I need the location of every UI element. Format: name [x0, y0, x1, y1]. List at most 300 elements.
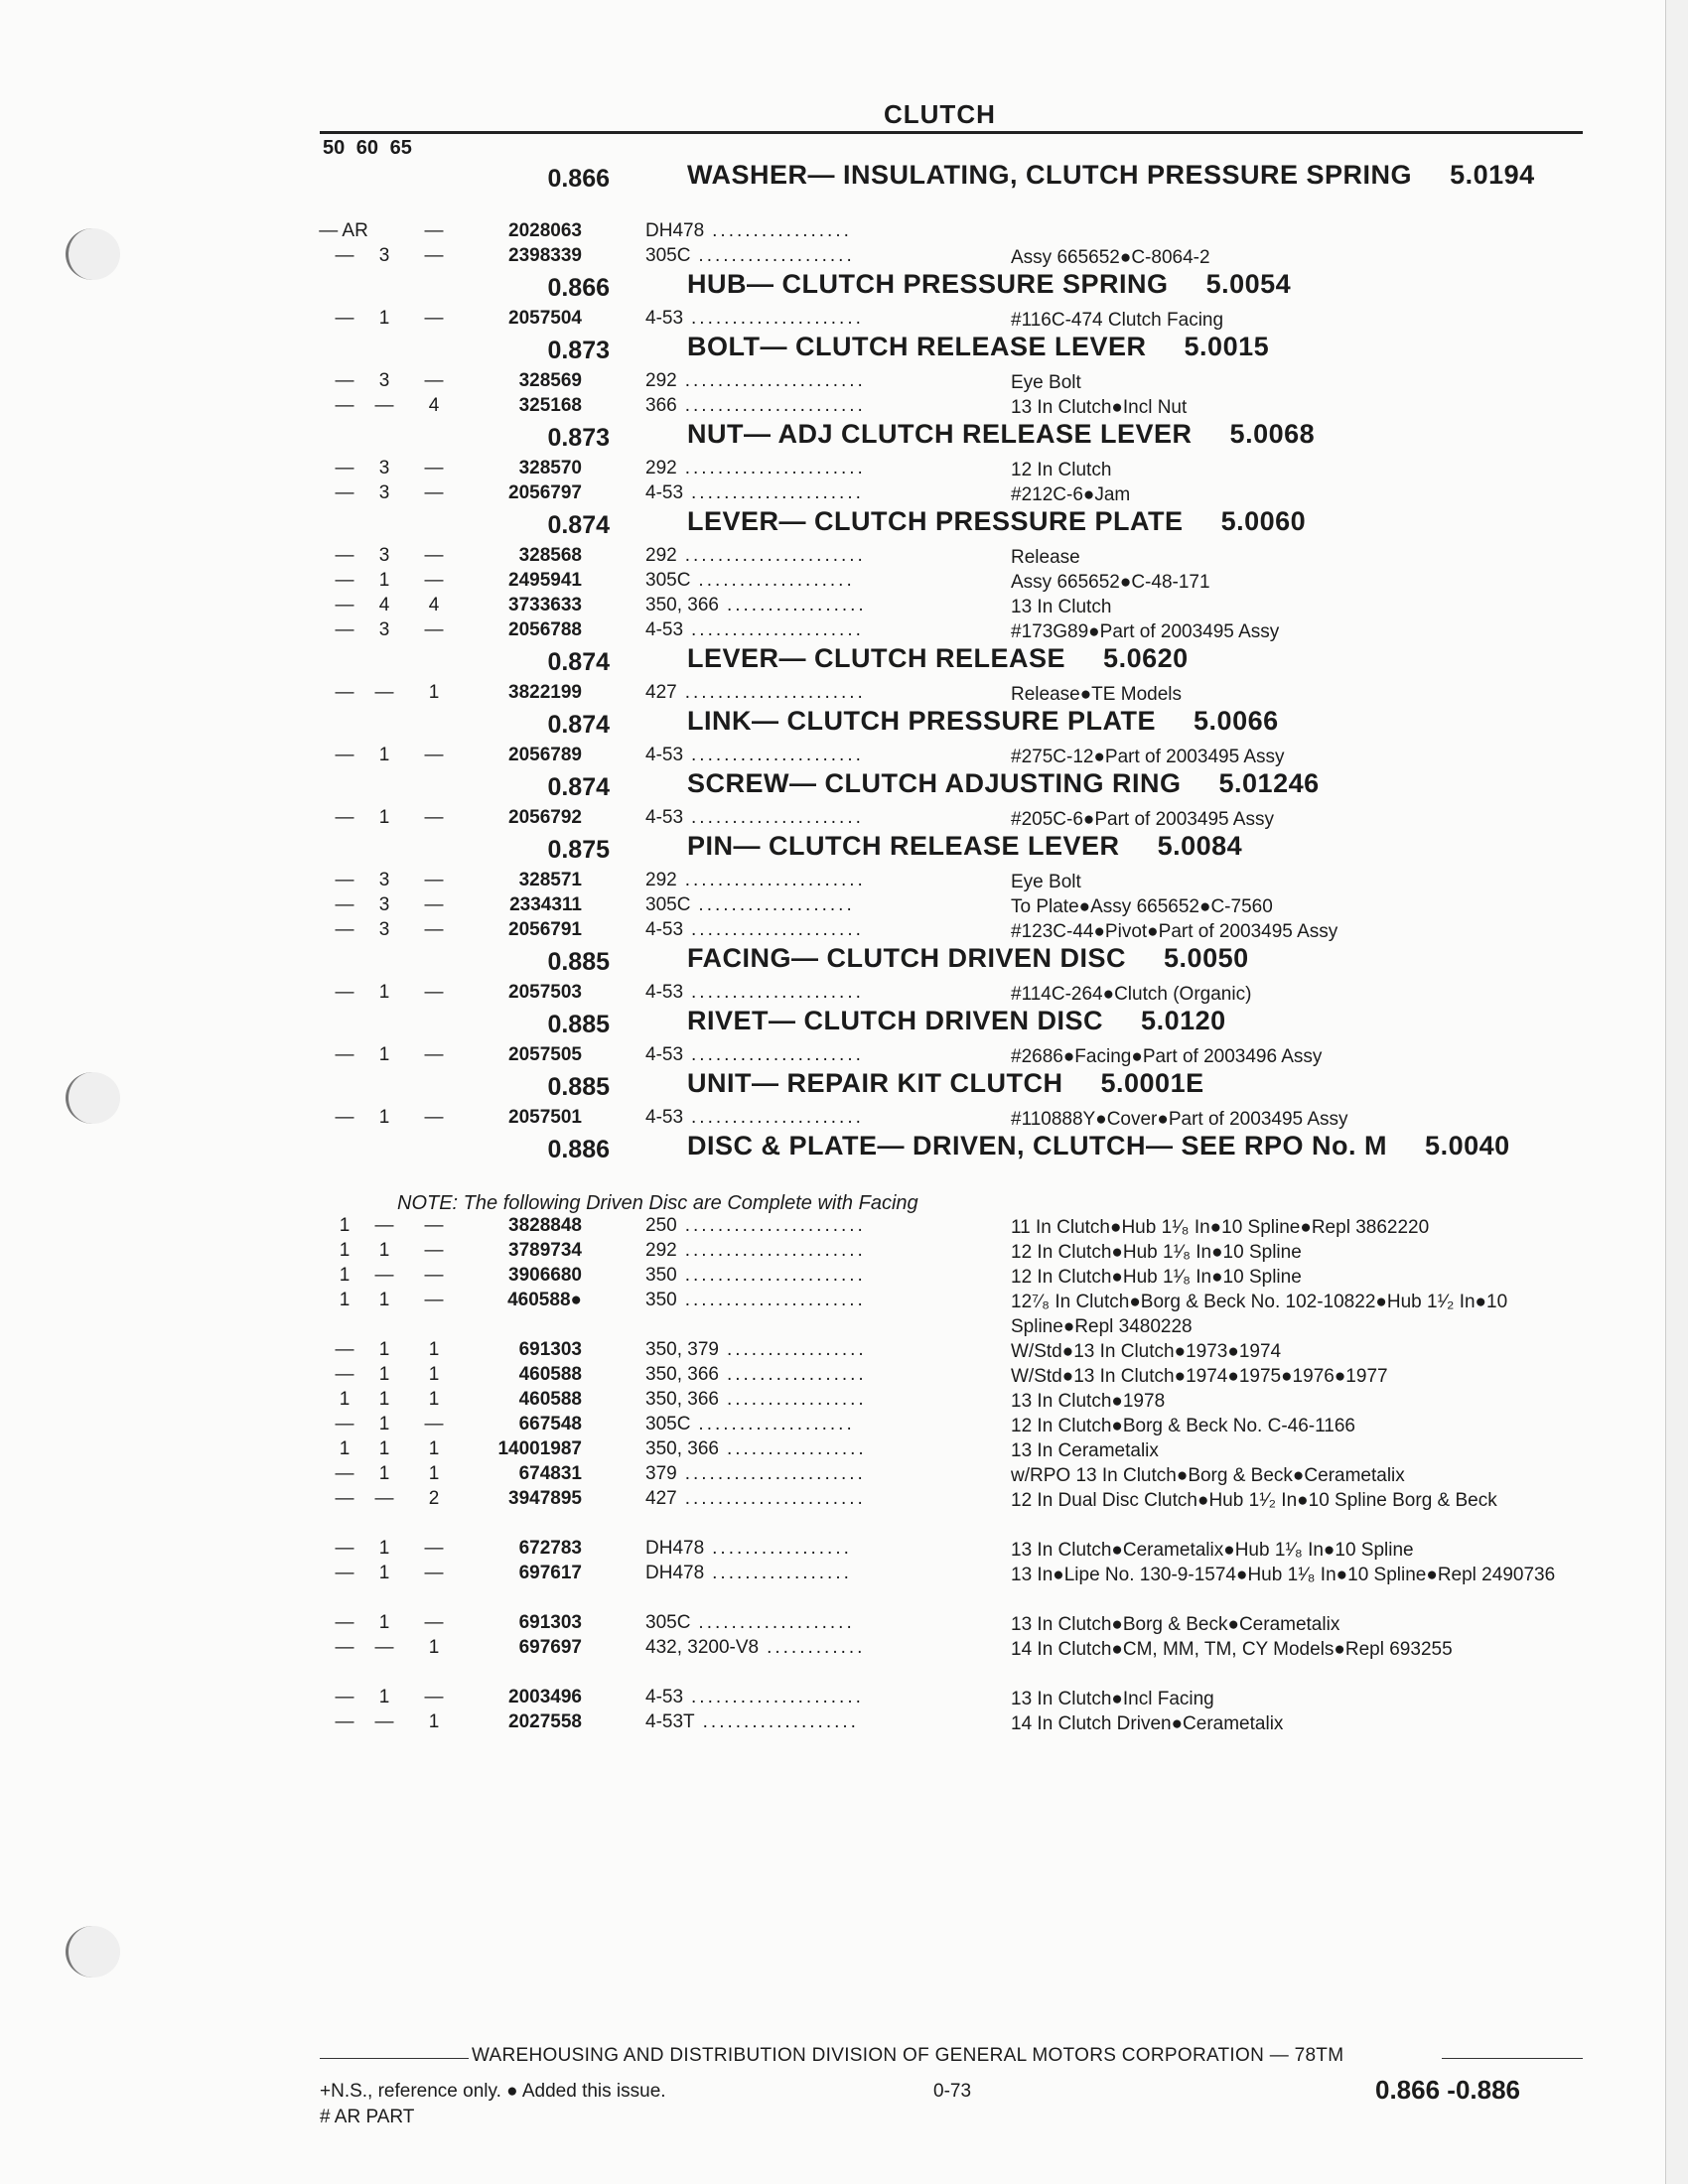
model-cell [645, 1711, 1009, 1733]
model: 305C [645, 245, 691, 266]
part-number: 3733633 [508, 595, 582, 615]
model-cell [645, 919, 1009, 941]
description: To Plate●Assy 665652●C-7560 [1011, 896, 1273, 917]
section-heading [0, 707, 1688, 745]
model: 4-53 [645, 308, 684, 329]
section-name [687, 706, 1561, 736]
part-row [0, 1438, 1688, 1463]
qty-50: — [335, 1364, 354, 1385]
part-number: 697697 [518, 1637, 582, 1658]
qty-50: — [335, 1414, 354, 1434]
part-row [0, 745, 1688, 769]
qty-60: — [374, 1711, 394, 1732]
qty-50: — [335, 370, 354, 391]
part-row [0, 245, 1688, 270]
model-cell [645, 682, 1009, 704]
leader-dots: ...................... [684, 370, 866, 391]
model: 350, 366 [645, 1364, 719, 1385]
section-title: BOLT— CLUTCH RELEASE LEVER [687, 332, 1147, 361]
qty-65: 4 [428, 595, 440, 615]
model: 292 [645, 1240, 677, 1261]
leader-dots: ................. [726, 1438, 867, 1459]
part-number: 667548 [518, 1414, 582, 1434]
qty-50: — [335, 1339, 354, 1360]
qty-60: 1 [378, 1463, 390, 1484]
model-cell [645, 745, 1009, 766]
model-cell [645, 870, 1009, 891]
qty-65: — [424, 807, 444, 828]
model-cell [645, 220, 1009, 242]
qty-60: 1 [378, 1044, 390, 1065]
part-number: 2003496 [508, 1687, 582, 1707]
leader-dots: ................... [698, 245, 855, 266]
model-cell [645, 308, 1009, 330]
qty-60: — [374, 1215, 394, 1236]
part-row [0, 1265, 1688, 1290]
qty-65: — [424, 870, 444, 890]
model: 350, 366 [645, 1389, 719, 1410]
section-note: NOTE: The following Driven Disc are Complete with Facing [397, 1192, 918, 1214]
section-code: 5.0050 [1164, 943, 1249, 973]
footer-rule-left [320, 2058, 469, 2059]
footer-page-number: 0-73 [933, 2081, 972, 2102]
qty-50: 1 [339, 1215, 351, 1236]
section-code: 5.0015 [1184, 332, 1270, 361]
description: 11 In Clutch●Hub 1¹⁄₈ In●10 Spline●Repl 3862220 [1011, 1217, 1430, 1238]
part-number: 2056789 [508, 745, 582, 765]
part-row [0, 545, 1688, 570]
description: w/RPO 13 In Clutch●Borg & Beck●Cerametalix [1011, 1465, 1405, 1486]
qty-65: — [424, 1215, 444, 1236]
leader-dots: ...................... [684, 1265, 866, 1286]
description: Assy 665652●C-8064-2 [1011, 247, 1210, 268]
section-heading [0, 1132, 1688, 1191]
section-code: 5.0040 [1425, 1131, 1510, 1160]
part-row [0, 1215, 1688, 1240]
qty-50: — [335, 807, 354, 828]
qty-60: 1 [378, 1240, 390, 1261]
section-name [687, 768, 1561, 798]
qty-65: — [424, 308, 444, 329]
part-row [0, 870, 1688, 894]
part-row [0, 1389, 1688, 1414]
description: #2686●Facing●Part of 2003496 Assy [1011, 1046, 1323, 1067]
section-name [687, 1131, 1561, 1160]
section-heading [0, 832, 1688, 870]
footer-ar-note: # AR PART [320, 2107, 415, 2127]
qty-60: 3 [378, 482, 390, 503]
leader-dots: ...................... [684, 1240, 866, 1261]
qty-60: — [374, 1637, 394, 1658]
part-row [0, 1637, 1688, 1687]
model-cell [645, 370, 1009, 392]
description: Eye Bolt [1011, 372, 1081, 393]
model-cell [645, 570, 1009, 592]
model-cell [645, 1637, 1009, 1659]
qty-50: — [335, 1488, 354, 1509]
model: 292 [645, 870, 677, 890]
group-number: 0.886 [547, 1136, 610, 1163]
qty-65: — [424, 1107, 444, 1128]
qty-60: 1 [378, 745, 390, 765]
model: 4-53 [645, 1687, 684, 1707]
section-title: WASHER— INSULATING, CLUTCH PRESSURE SPRING [687, 160, 1413, 190]
description: #110888Y●Cover●Part of 2003495 Assy [1011, 1109, 1348, 1130]
qty-60: 3 [378, 545, 390, 566]
model-cell [645, 1389, 1009, 1411]
qty-65: — [424, 458, 444, 478]
model-cell [645, 1290, 1009, 1311]
part-number: 3828848 [508, 1215, 582, 1236]
description: 14 In Clutch●CM, MM, TM, CY Models●Repl 693255 [1011, 1639, 1453, 1660]
leader-dots: ...................... [684, 1463, 866, 1484]
section-title: LINK— CLUTCH PRESSURE PLATE [687, 706, 1157, 736]
section-title: UNIT— REPAIR KIT CLUTCH [687, 1068, 1063, 1098]
part-row [0, 1364, 1688, 1389]
description: #275C-12●Part of 2003495 Assy [1011, 747, 1285, 767]
model-cell [645, 1438, 1009, 1460]
model: 379 [645, 1463, 677, 1484]
model-cell [645, 1265, 1009, 1287]
section-title: HUB— CLUTCH PRESSURE SPRING [687, 269, 1169, 299]
section-heading [0, 769, 1688, 807]
part-row [0, 1488, 1688, 1538]
group-number: 0.885 [547, 948, 610, 976]
model: 4-53 [645, 745, 684, 765]
qty-65: — [424, 1414, 444, 1434]
leader-dots: ............ [767, 1637, 866, 1658]
part-number: 328569 [518, 370, 582, 391]
part-number: 2056797 [508, 482, 582, 503]
model: 305C [645, 1612, 691, 1633]
part-row [0, 1414, 1688, 1438]
qty-60: 3 [378, 370, 390, 391]
section-name [687, 506, 1561, 536]
qty-65: — [424, 482, 444, 503]
part-number: 691303 [518, 1612, 582, 1633]
leader-dots: ...................... [684, 1215, 866, 1236]
section-heading [0, 644, 1688, 682]
qty-60: 1 [378, 807, 390, 828]
model: 4-53 [645, 619, 684, 640]
qty-50: — [335, 308, 354, 329]
section-code: 5.01246 [1218, 768, 1320, 798]
leader-dots: ................. [712, 1563, 852, 1583]
leader-dots: ...................... [684, 1290, 866, 1310]
section-heading [0, 1007, 1688, 1044]
model-cell [645, 1044, 1009, 1066]
part-row [0, 1240, 1688, 1265]
part-row [0, 1687, 1688, 1711]
page-title: CLUTCH [884, 99, 996, 129]
model-cell [645, 619, 1009, 641]
qty-50: 1 [339, 1240, 351, 1261]
model: 4-53 [645, 919, 684, 940]
part-row [0, 482, 1688, 507]
model-cell [645, 1364, 1009, 1386]
leader-dots: ..................... [691, 919, 864, 940]
description: Assy 665652●C-48-171 [1011, 572, 1210, 593]
part-number: 2027558 [508, 1711, 582, 1732]
description: 12 In Dual Disc Clutch●Hub 1¹⁄₂ In●10 Spline Borg & Beck [1011, 1490, 1497, 1511]
section-code: 5.0084 [1157, 831, 1243, 861]
model: 350 [645, 1265, 677, 1286]
footer-division: WAREHOUSING AND DISTRIBUTION DIVISION OF GENERAL MOTORS CORPORATION — 78TM [472, 2045, 1344, 2066]
model-cell [645, 1240, 1009, 1262]
description: 12⁷⁄₈ In Clutch●Borg & Beck No. 102-10822●Hub 1¹⁄₂ In●10 Spline●Repl 3480228 [1011, 1292, 1508, 1337]
section-code: 5.0066 [1194, 706, 1279, 736]
qty-65: — [424, 545, 444, 566]
leader-dots: ................. [712, 1538, 852, 1559]
section-heading [0, 161, 1688, 220]
section-code: 5.0001E [1100, 1068, 1204, 1098]
leader-dots: ...................... [684, 870, 866, 890]
description: Eye Bolt [1011, 872, 1081, 892]
section-title: RIVET— CLUTCH DRIVEN DISC [687, 1006, 1104, 1035]
section-name [687, 1006, 1561, 1035]
leader-dots: ................... [698, 570, 855, 591]
description: 13 In Cerametalix [1011, 1440, 1159, 1461]
qty-65: 2 [428, 1488, 440, 1509]
model-cell [645, 1339, 1009, 1361]
model: DH478 [645, 220, 705, 241]
section-heading [0, 420, 1688, 458]
leader-dots: ..................... [691, 807, 864, 828]
description: #173G89●Part of 2003495 Assy [1011, 621, 1280, 642]
qty-65: — [424, 245, 444, 266]
qty-60: — [374, 395, 394, 416]
leader-dots: ...................... [684, 395, 866, 416]
model-cell [645, 1414, 1009, 1435]
qty-65: — [424, 982, 444, 1003]
description: Release [1011, 547, 1080, 568]
part-number: 2057503 [508, 982, 582, 1003]
part-row [0, 1107, 1688, 1132]
section-name [687, 160, 1561, 190]
description: #205C-6●Part of 2003495 Assy [1011, 809, 1274, 830]
section-code: 5.0194 [1450, 160, 1535, 190]
qty-50: — [335, 682, 354, 703]
qty-65: — [424, 919, 444, 940]
model-cell [645, 1107, 1009, 1129]
qty-65: — [424, 1265, 444, 1286]
qty-50: — [335, 982, 354, 1003]
model-cell [645, 482, 1009, 504]
section-heading [0, 944, 1688, 982]
description: 13 In Clutch●Incl Facing [1011, 1689, 1214, 1709]
part-row [0, 308, 1688, 333]
part-row [0, 682, 1688, 707]
model-cell [645, 1215, 1009, 1237]
part-number: 460588 [518, 1364, 582, 1385]
qty-50: — [335, 870, 354, 890]
model: 250 [645, 1215, 677, 1236]
leader-dots: ..................... [691, 1107, 864, 1128]
part-number: 14001987 [497, 1438, 582, 1459]
description: 13 In●Lipe No. 130-9-1574●Hub 1¹⁄₈ In●10 Spline●Repl 2490736 [1011, 1565, 1556, 1585]
model-cell [645, 1463, 1009, 1485]
model: 292 [645, 370, 677, 391]
qty-65: — [424, 220, 444, 241]
part-number: 3789734 [508, 1240, 582, 1261]
part-number: 2056792 [508, 807, 582, 828]
leader-dots: ................. [712, 220, 852, 241]
part-row [0, 894, 1688, 919]
model: 292 [645, 458, 677, 478]
leader-dots: ..................... [691, 619, 864, 640]
group-number: 0.874 [547, 648, 610, 676]
description: 12 In Clutch [1011, 460, 1112, 480]
model: 350 [645, 1290, 677, 1310]
qty-65: — [424, 1290, 444, 1310]
column-headers: 50 60 65 [323, 137, 412, 159]
section-code: 5.0120 [1141, 1006, 1226, 1035]
part-number: 2028063 [508, 220, 582, 241]
leader-dots: ..................... [691, 482, 864, 503]
qty-60: 3 [378, 894, 390, 915]
description: W/Std●13 In Clutch●1974●1975●1976●1977 [1011, 1366, 1388, 1387]
part-row [0, 619, 1688, 644]
model-cell [645, 458, 1009, 479]
footer-rule-right [1442, 2058, 1583, 2059]
qty-60: 3 [378, 458, 390, 478]
leader-dots: ...................... [684, 682, 866, 703]
leader-dots: ................... [698, 1612, 855, 1633]
description: 13 In Clutch [1011, 597, 1112, 617]
qty-65: 1 [428, 1438, 440, 1459]
model: 292 [645, 545, 677, 566]
section-title: SCREW— CLUTCH ADJUSTING RING [687, 768, 1182, 798]
footer-range: 0.866 -0.886 [1375, 2075, 1521, 2105]
qty-60: — [374, 1488, 394, 1509]
part-row [0, 1339, 1688, 1364]
qty-50: — [335, 545, 354, 566]
description: 12 In Clutch●Hub 1¹⁄₈ In●10 Spline [1011, 1242, 1302, 1263]
model: 4-53 [645, 807, 684, 828]
group-number: 0.874 [547, 711, 610, 739]
qty-60: 1 [378, 1364, 390, 1385]
part-row [0, 220, 1688, 245]
model-cell [645, 1538, 1009, 1560]
qty-65: — [424, 1538, 444, 1559]
leader-dots: ...................... [684, 1488, 866, 1509]
part-row [0, 807, 1688, 832]
part-number: 697617 [518, 1563, 582, 1583]
leader-dots: ..................... [691, 745, 864, 765]
leader-dots: ................... [698, 1414, 855, 1434]
group-number: 0.885 [547, 1011, 610, 1038]
qty-65: — [424, 1044, 444, 1065]
qty-50: — [335, 1687, 354, 1707]
header-rule [320, 131, 1583, 134]
description: #212C-6●Jam [1011, 484, 1131, 505]
group-number: 0.866 [547, 165, 610, 193]
qty-50: — [335, 1637, 354, 1658]
leader-dots: ...................... [684, 458, 866, 478]
group-number: 0.874 [547, 773, 610, 801]
part-number: 325168 [518, 395, 582, 416]
footer-legend: +N.S., reference only. ● Added this issue. [320, 2081, 666, 2102]
part-number: 2057504 [508, 308, 582, 329]
section-title: FACING— CLUTCH DRIVEN DISC [687, 943, 1127, 973]
qty-65: — [424, 1687, 444, 1707]
qty-65: 1 [428, 682, 440, 703]
qty-50: — [335, 458, 354, 478]
model: DH478 [645, 1538, 705, 1559]
model: 305C [645, 1414, 691, 1434]
section-name [687, 269, 1561, 299]
qty-60: 3 [378, 870, 390, 890]
section-code: 5.0060 [1220, 506, 1307, 536]
description: 13 In Clutch●Cerametalix●Hub 1¹⁄₈ In●10 Spline [1011, 1540, 1414, 1561]
qty-50: — [335, 595, 354, 615]
leader-dots: ................. [726, 1339, 867, 1360]
qty-65: 1 [428, 1463, 440, 1484]
description: #116C-474 Clutch Facing [1011, 310, 1224, 331]
part-row [0, 1612, 1688, 1637]
section-name [687, 643, 1561, 673]
description: 12 In Clutch●Borg & Beck No. C-46-1166 [1011, 1416, 1355, 1436]
section-title: LEVER— CLUTCH RELEASE [687, 643, 1066, 673]
qty-50: — AR [319, 220, 368, 241]
qty-50: — [335, 1563, 354, 1583]
leader-dots: ..................... [691, 308, 864, 329]
part-number: 674831 [518, 1463, 582, 1484]
part-row [0, 595, 1688, 619]
model-cell [645, 1612, 1009, 1634]
part-number: 691303 [518, 1339, 582, 1360]
group-number: 0.885 [547, 1073, 610, 1101]
section-heading [0, 507, 1688, 545]
model: 350, 366 [645, 595, 719, 615]
part-number: 672783 [518, 1538, 582, 1559]
description: 13 In Clutch●Borg & Beck●Cerametalix [1011, 1614, 1340, 1635]
model-cell [645, 894, 1009, 916]
leader-dots: ...................... [684, 545, 866, 566]
qty-65: — [424, 894, 444, 915]
qty-50: — [335, 570, 354, 591]
group-number: 0.875 [547, 836, 610, 864]
qty-60: 1 [378, 982, 390, 1003]
part-number: 2056791 [508, 919, 582, 940]
qty-60: 3 [378, 619, 390, 640]
part-row [0, 1538, 1688, 1563]
part-row [0, 395, 1688, 420]
group-number: 0.873 [547, 424, 610, 452]
qty-65: — [424, 570, 444, 591]
qty-60: 3 [378, 919, 390, 940]
qty-50: — [335, 919, 354, 940]
model: 4-53 [645, 1044, 684, 1065]
qty-50: 1 [339, 1265, 351, 1286]
part-number: 328568 [518, 545, 582, 566]
part-number: 2056788 [508, 619, 582, 640]
part-row [0, 570, 1688, 595]
section-heading [0, 270, 1688, 308]
description: 13 In Clutch●1978 [1011, 1391, 1166, 1412]
qty-60: 4 [378, 595, 390, 615]
punch-hole-bottom [66, 1926, 120, 1978]
part-row [0, 1563, 1688, 1612]
model: 4-53 [645, 1107, 684, 1128]
leader-dots: ................. [726, 595, 867, 615]
qty-50: — [335, 745, 354, 765]
qty-65: 1 [428, 1711, 440, 1732]
qty-50: — [335, 245, 354, 266]
model-cell [645, 395, 1009, 417]
qty-65: — [424, 619, 444, 640]
description: 14 In Clutch Driven●Cerametalix [1011, 1713, 1284, 1734]
